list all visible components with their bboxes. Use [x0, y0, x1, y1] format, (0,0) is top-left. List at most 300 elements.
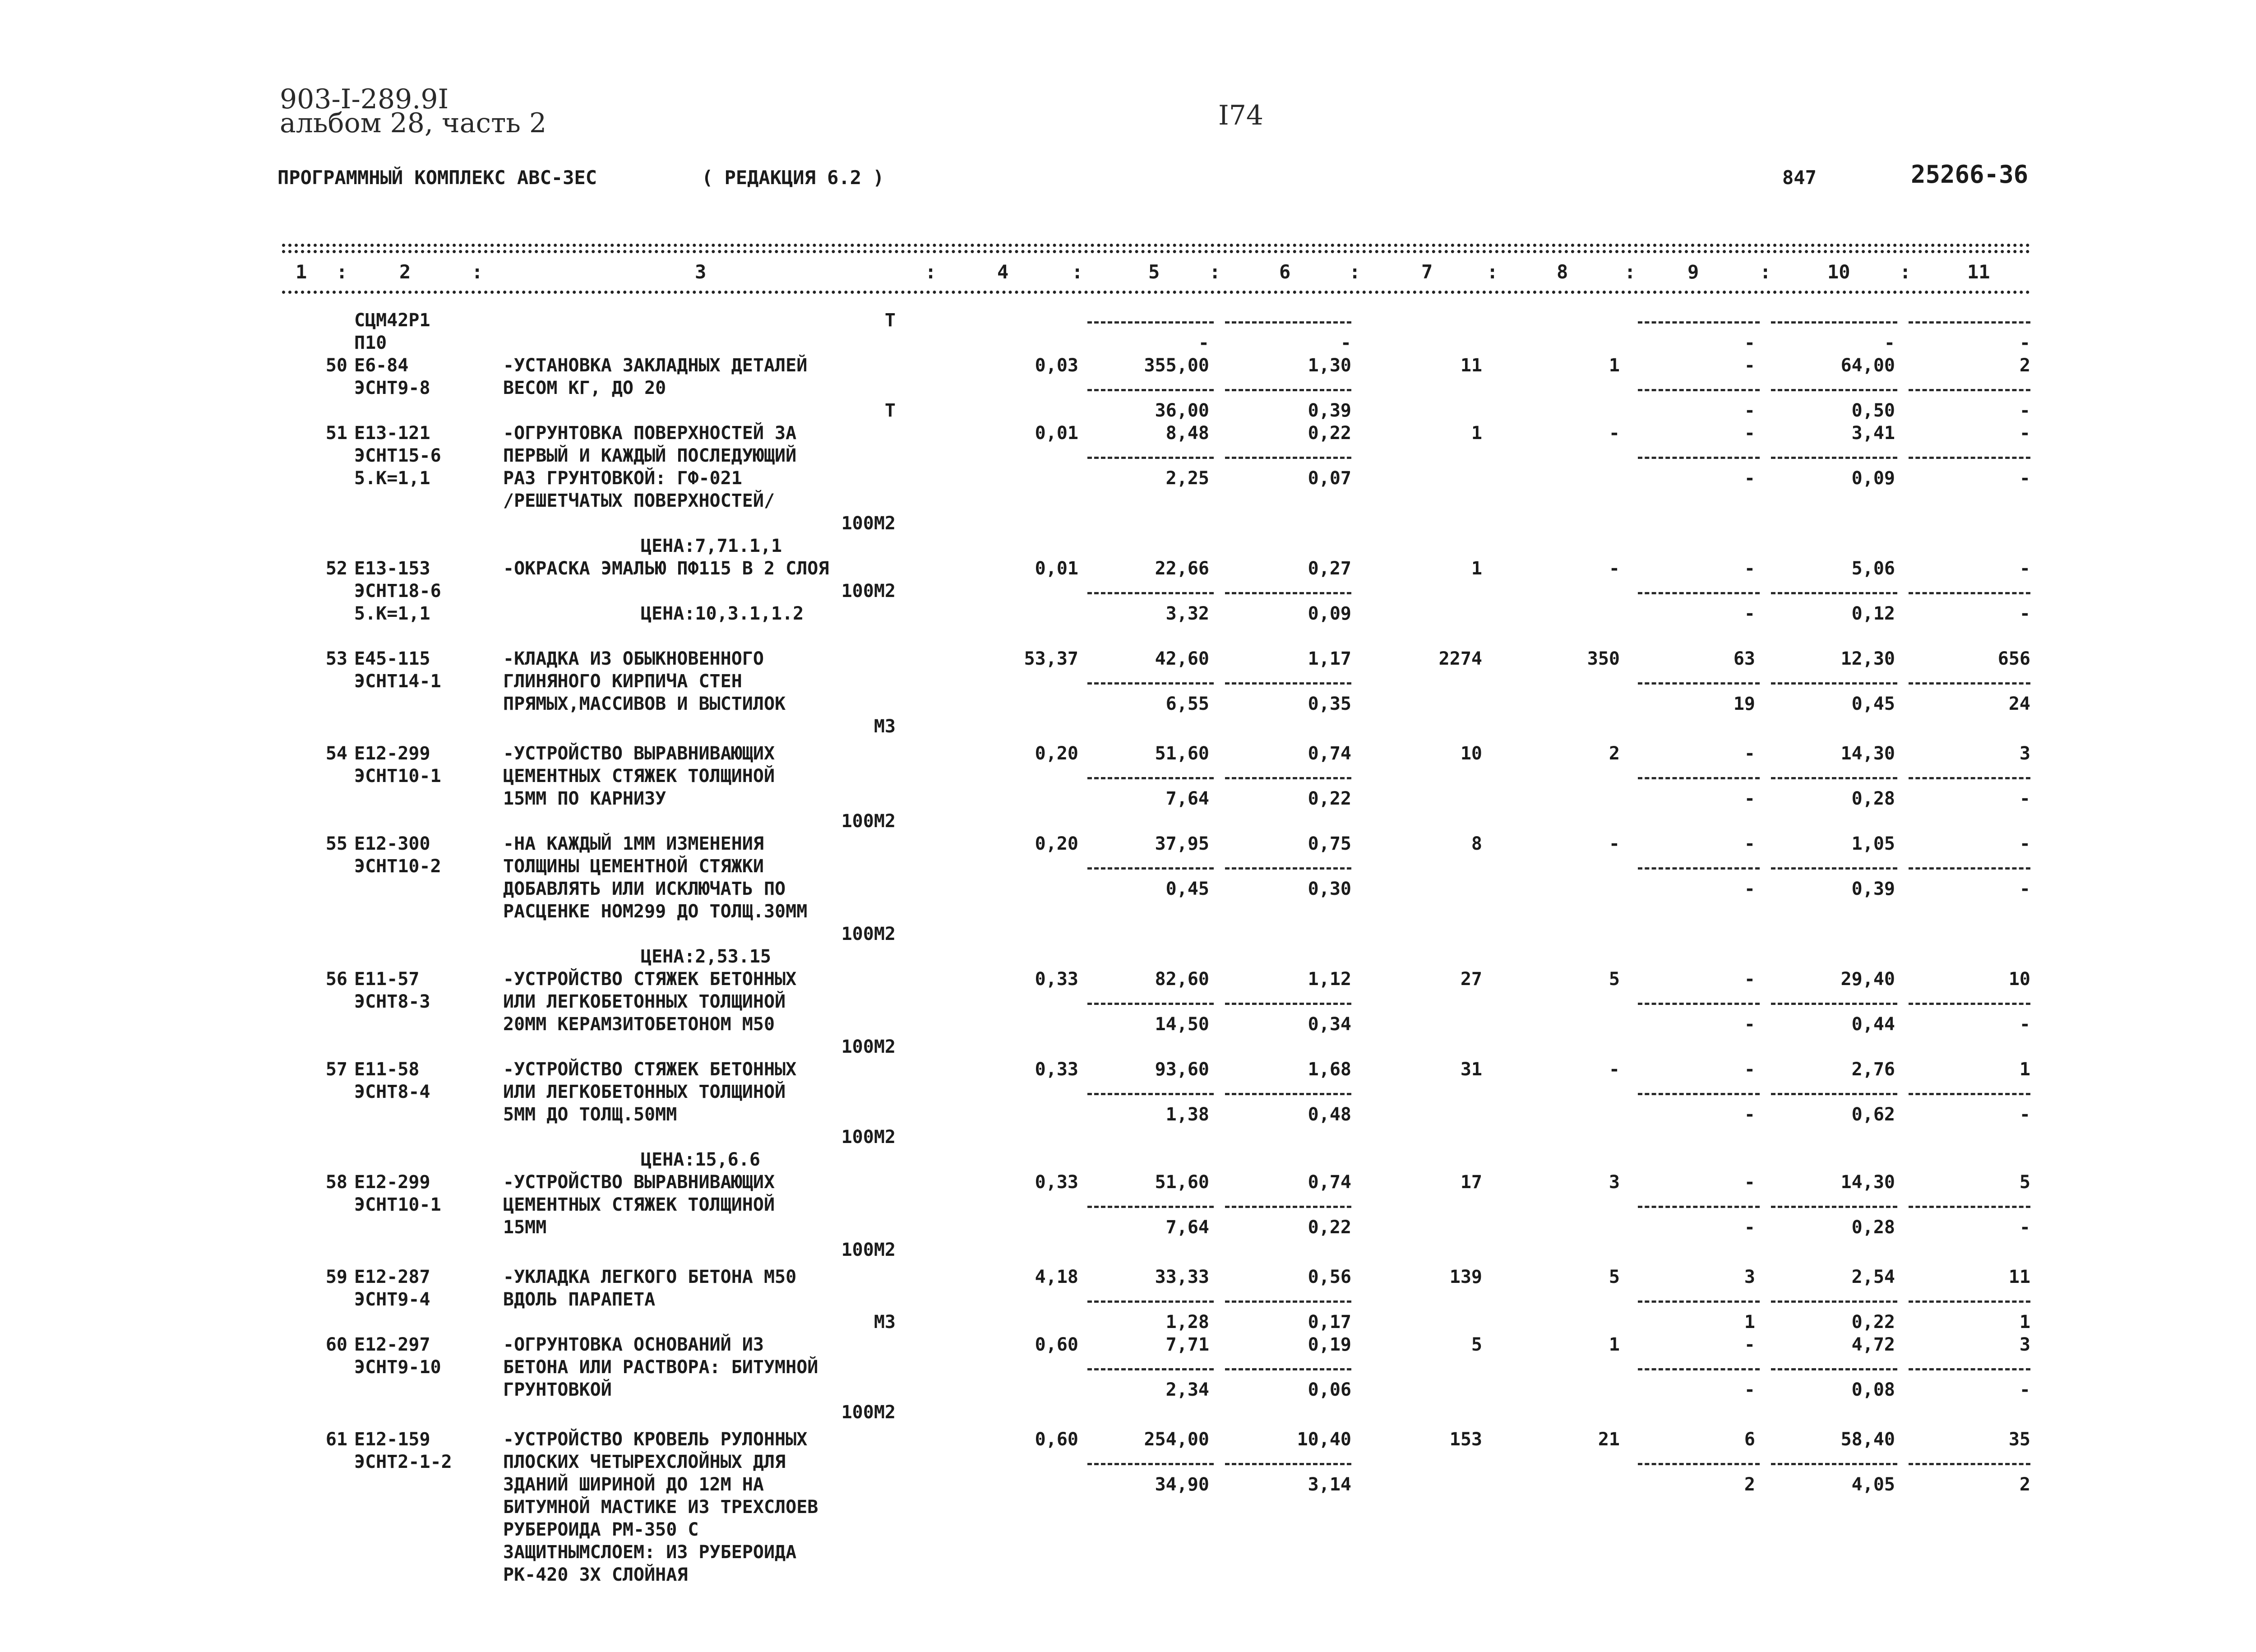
dash-divider: [1638, 1093, 1760, 1095]
work-description: ЦЕМЕНТНЫХ СТЯЖЕК ТОЛЩИНОЙ: [503, 1194, 775, 1215]
unit-labor-mech: 3,14: [1308, 1474, 1351, 1495]
machine-wage: -: [1744, 400, 1755, 421]
total-wage: -: [1609, 558, 1620, 579]
total-labor: 35: [2008, 1429, 2030, 1450]
total-labor: 2: [2019, 355, 2030, 376]
machine-wage: -: [1744, 788, 1755, 809]
dash-divider: [1909, 1003, 2030, 1005]
dash-divider: [1638, 457, 1760, 459]
dash-divider: [1087, 1093, 1214, 1095]
work-description: 5ММ ДО ТОЛЩ.50ММ: [503, 1104, 677, 1125]
dash-divider: [1225, 777, 1351, 779]
dash-divider: [1771, 1368, 1897, 1370]
dash-divider: [1638, 1463, 1760, 1465]
row-number: 60: [325, 1334, 347, 1355]
labor-hours: 14,30: [1840, 743, 1895, 764]
work-description: БИТУМНОЙ МАСТИКЕ ИЗ ТРЕХСЛОЕВ: [503, 1497, 818, 1518]
total-cost: 10: [1460, 743, 1482, 764]
quantity: 0,01: [1035, 423, 1078, 444]
quantity: 0,03: [1035, 355, 1078, 376]
total-labor-mech: -: [2019, 1217, 2030, 1238]
total-labor: 3: [2019, 1334, 2030, 1355]
machine-wage: -: [1744, 603, 1755, 624]
unit-labor-mech: 0,30: [1308, 879, 1351, 899]
dash-divider: [1909, 682, 2030, 685]
labor-hours-mech: 0,44: [1851, 1014, 1895, 1035]
price-note: ЦЕНА:10,3.1,1.2: [641, 603, 804, 624]
work-description: -КЛАДКА ИЗ ОБЫКНОВЕННОГО: [503, 648, 764, 669]
dash-divider: [1087, 389, 1214, 391]
work-description: ПЕРВЫЙ И КАЖДЫЙ ПОСЛЕДУЮЩИЙ: [503, 445, 797, 466]
dash-divider: [1225, 1206, 1351, 1208]
work-description: ЗДАНИЙ ШИРИНОЙ ДО 12М НА: [503, 1474, 764, 1495]
dash-divider: [1771, 1463, 1897, 1465]
unit-labor: 0,75: [1308, 833, 1351, 854]
dash-divider: [1087, 682, 1214, 685]
unit-cost: -: [1198, 333, 1209, 353]
total-labor: -: [2019, 333, 2030, 353]
dash-divider: [1225, 1300, 1351, 1303]
column-number: 10: [1827, 261, 1850, 283]
dash-divider: [1225, 867, 1351, 870]
column-number: 6: [1279, 261, 1291, 283]
dash-divider: [1087, 592, 1214, 594]
labor-hours: 1,05: [1851, 833, 1895, 854]
labor-hours: 3,41: [1851, 423, 1895, 444]
unit-cost: 7,71: [1165, 1334, 1209, 1355]
labor-hours-mech: 4,05: [1851, 1474, 1895, 1495]
total-labor: -: [2019, 423, 2030, 444]
dash-divider: [1638, 867, 1760, 870]
work-description: -УСТАНОВКА ЗАКЛАДНЫХ ДЕТАЛЕЙ: [503, 355, 808, 376]
total-labor-mech: 1: [2019, 1312, 2030, 1333]
dash-divider: [1909, 389, 2030, 391]
total-wage: -: [1609, 1059, 1620, 1080]
norm-reference: ЭСНТ15-6: [354, 445, 441, 466]
dash-divider: [1638, 777, 1760, 779]
dash-divider: [1225, 457, 1351, 459]
unit-cost-wage: 6,55: [1165, 694, 1209, 714]
dash-divider: [1638, 389, 1760, 391]
unit-of-measure: М3: [874, 1312, 896, 1333]
work-description: -УСТРОЙСТВО ВЫРАВНИВАЮЩИХ: [503, 743, 775, 764]
row-number: 57: [325, 1059, 347, 1080]
unit-cost: 8,48: [1165, 423, 1209, 444]
unit-labor: 0,74: [1308, 743, 1351, 764]
dash-divider: [1087, 1003, 1214, 1005]
price-note: ЦЕНА:15,6.6: [641, 1149, 760, 1170]
work-description: /РЕШЕТЧАТЫХ ПОВЕРХНОСТЕЙ/: [503, 491, 775, 511]
column-number: 7: [1421, 261, 1433, 283]
unit-labor: 1,30: [1308, 355, 1351, 376]
unit-of-measure: М3: [874, 716, 896, 737]
column-separator: :: [1072, 261, 1083, 283]
column-number: 2: [399, 261, 411, 283]
dash-divider: [1638, 682, 1760, 685]
norm-reference: ЭСНТ8-4: [354, 1082, 430, 1102]
unit-of-measure: 100М2: [841, 811, 896, 832]
quantity: 0,33: [1035, 1059, 1078, 1080]
total-cost: 17: [1460, 1172, 1482, 1193]
unit-labor: 0,19: [1308, 1334, 1351, 1355]
dash-divider: [1638, 592, 1760, 594]
dash-divider: [1771, 1003, 1897, 1005]
total-cost: 8: [1471, 833, 1482, 854]
total-cost: 153: [1449, 1429, 1482, 1450]
machine-cost: -: [1744, 423, 1755, 444]
unit-labor-mech: 0,17: [1308, 1312, 1351, 1333]
machine-wage: -: [1744, 1217, 1755, 1238]
dash-divider: [1909, 457, 2030, 459]
edition-label: ( РЕДАКЦИЯ 6.2 ): [702, 167, 884, 189]
total-labor-mech: 2: [2019, 1474, 2030, 1495]
coefficient: 5.К=1,1: [354, 603, 430, 624]
quantity: 53,37: [1024, 648, 1078, 669]
work-description: ЗАЩИТНЫМСЛОЕМ: ИЗ РУБЕРОИДА: [503, 1542, 797, 1563]
unit-labor: -: [1340, 333, 1351, 353]
dash-divider: [1771, 1206, 1897, 1208]
total-cost: 5: [1471, 1334, 1482, 1355]
total-wage: 350: [1587, 648, 1620, 669]
column-separator: :: [1900, 261, 1911, 283]
unit-labor-mech: 0,35: [1308, 694, 1351, 714]
work-description: БЕТОНА ИЛИ РАСТВОРА: БИТУМНОЙ: [503, 1357, 818, 1378]
machine-cost: -: [1744, 355, 1755, 376]
unit-of-measure: 100М2: [841, 1127, 896, 1148]
norm-code: Е12-297: [354, 1334, 430, 1355]
norm-code: Е12-159: [354, 1429, 430, 1450]
dash-divider: [1909, 1206, 2030, 1208]
total-labor: 656: [1997, 648, 2030, 669]
dash-divider: [1087, 1463, 1214, 1465]
column-number: 11: [1967, 261, 1990, 283]
unit-of-measure: 100М2: [841, 1037, 896, 1057]
unit-cost: 93,60: [1155, 1059, 1209, 1080]
album-label: альбом 28, часть 2: [280, 107, 547, 139]
labor-hours-mech: 0,08: [1851, 1379, 1895, 1400]
unit-cost-wage: 7,64: [1165, 788, 1209, 809]
machine-wage: 1: [1744, 1312, 1755, 1333]
unit-cost: 42,60: [1155, 648, 1209, 669]
machine-cost: -: [1744, 1334, 1755, 1355]
norm-code: Е6-84: [354, 355, 409, 376]
work-description: -ОГРУНТОВКА ПОВЕРХНОСТЕЙ ЗА: [503, 423, 797, 444]
unit-labor-mech: 0,39: [1308, 400, 1351, 421]
dash-divider: [1225, 389, 1351, 391]
dash-divider: [1909, 592, 2030, 594]
machine-cost: -: [1744, 1172, 1755, 1193]
norm-code: Е12-287: [354, 1267, 430, 1287]
unit-labor: 1,17: [1308, 648, 1351, 669]
work-description: ТОЛЩИНЫ ЦЕМЕНТНОЙ СТЯЖКИ: [503, 856, 764, 877]
dash-divider: [1909, 1368, 2030, 1370]
labor-hours: 4,72: [1851, 1334, 1895, 1355]
unit-labor: 0,74: [1308, 1172, 1351, 1193]
dash-divider: [1771, 777, 1897, 779]
norm-code: Е13-121: [354, 423, 430, 444]
unit-labor-mech: 0,06: [1308, 1379, 1351, 1400]
column-number: 3: [695, 261, 707, 283]
machine-cost: 3: [1744, 1267, 1755, 1287]
total-labor-mech: -: [2019, 1104, 2030, 1125]
total-cost: 27: [1460, 969, 1482, 990]
labor-hours: -: [1884, 333, 1895, 353]
total-labor-mech: -: [2019, 1379, 2030, 1400]
total-wage: -: [1609, 833, 1620, 854]
unit-cost: 51,60: [1155, 1172, 1209, 1193]
quantity: 0,20: [1035, 833, 1078, 854]
unit-cost: 254,00: [1144, 1429, 1209, 1450]
labor-hours: 64,00: [1840, 355, 1895, 376]
column-separator: :: [1624, 261, 1636, 283]
total-wage: 1: [1609, 355, 1620, 376]
total-labor: 10: [2008, 969, 2030, 990]
labor-hours: 5,06: [1851, 558, 1895, 579]
unit-of-measure: 100М2: [841, 581, 896, 602]
work-description: -УКЛАДКА ЛЕГКОГО БЕТОНА М50: [503, 1267, 797, 1287]
dash-divider: [1771, 682, 1897, 685]
unit-of-measure: Т: [884, 400, 896, 421]
dash-divider: [1909, 1463, 2030, 1465]
labor-hours-mech: 0,22: [1851, 1312, 1895, 1333]
work-description: ГРУНТОВКОЙ: [503, 1379, 612, 1400]
work-description: -УСТРОЙСТВО КРОВЕЛЬ РУЛОННЫХ: [503, 1429, 808, 1450]
dash-divider: [1638, 321, 1760, 324]
quantity: 4,18: [1035, 1267, 1078, 1287]
work-description: ВДОЛЬ ПАРАПЕТА: [503, 1289, 656, 1310]
column-number: 9: [1687, 261, 1699, 283]
price-note: ЦЕНА:7,71.1,1: [641, 536, 782, 556]
dash-divider: [1087, 777, 1214, 779]
unit-labor-mech: 0,22: [1308, 788, 1351, 809]
row-number: 54: [325, 743, 347, 764]
labor-hours: 14,30: [1840, 1172, 1895, 1193]
norm-code: Е12-300: [354, 833, 430, 854]
dash-divider: [1909, 1300, 2030, 1303]
dash-divider: [1638, 1206, 1760, 1208]
labor-hours-mech: 0,45: [1851, 694, 1895, 714]
unit-of-measure: 100М2: [841, 1240, 896, 1260]
labor-hours-mech: 0,28: [1851, 1217, 1895, 1238]
sheet-number: 847: [1782, 167, 1817, 189]
unit-cost: 51,60: [1155, 743, 1209, 764]
dash-divider: [1638, 1003, 1760, 1005]
row-number: 55: [325, 833, 347, 854]
norm-reference: ЭСНТ9-10: [354, 1357, 441, 1378]
dash-divider: [1225, 1463, 1351, 1465]
machine-wage: -: [1744, 1379, 1755, 1400]
labor-hours: 12,30: [1840, 648, 1895, 669]
unit-labor-mech: 0,09: [1308, 603, 1351, 624]
machine-cost: -: [1744, 743, 1755, 764]
dash-divider: [1909, 1093, 2030, 1095]
work-description: ПЛОСКИХ ЧЕТЫРЕХСЛОЙНЫХ ДЛЯ: [503, 1452, 786, 1472]
column-separator: :: [1349, 261, 1361, 283]
norm-reference: ЭСНТ8-3: [354, 991, 430, 1012]
total-cost: 1: [1471, 423, 1482, 444]
labor-hours-mech: 0,62: [1851, 1104, 1895, 1125]
unit-labor-mech: 0,34: [1308, 1014, 1351, 1035]
work-description: -УСТРОЙСТВО СТЯЖЕК БЕТОННЫХ: [503, 1059, 797, 1080]
work-description: ЦЕМЕНТНЫХ СТЯЖЕК ТОЛЩИНОЙ: [503, 766, 775, 787]
unit-of-measure: Т: [884, 310, 896, 331]
column-number: 5: [1148, 261, 1160, 283]
dash-divider: [1225, 321, 1351, 324]
unit-labor: 0,22: [1308, 423, 1351, 444]
page-number: I74: [1218, 100, 1264, 131]
dash-divider: [1771, 592, 1897, 594]
dash-divider: [1771, 1093, 1897, 1095]
total-labor-mech: -: [2019, 468, 2030, 489]
unit-cost-wage: 7,64: [1165, 1217, 1209, 1238]
norm-code: СЦМ42Р1: [354, 310, 430, 331]
norm-reference: ЭСНТ14-1: [354, 671, 441, 692]
dash-divider: [1087, 1206, 1214, 1208]
total-labor: -: [2019, 558, 2030, 579]
total-labor: 1: [2019, 1059, 2030, 1080]
total-labor-mech: -: [2019, 788, 2030, 809]
row-number: 53: [325, 648, 347, 669]
dash-divider: [1087, 321, 1214, 324]
total-wage: 1: [1609, 1334, 1620, 1355]
machine-cost: -: [1744, 833, 1755, 854]
unit-cost: 33,33: [1155, 1267, 1209, 1287]
machine-cost: -: [1744, 333, 1755, 353]
dash-divider: [1087, 867, 1214, 870]
work-description: ПРЯМЫХ,МАССИВОВ И ВЫСТИЛОК: [503, 694, 786, 714]
quantity: 0,33: [1035, 1172, 1078, 1193]
work-description: -НА КАЖДЫЙ 1ММ ИЗМЕНЕНИЯ: [503, 833, 764, 854]
dash-divider: [1771, 389, 1897, 391]
dash-divider: [1087, 1300, 1214, 1303]
dash-divider: [1771, 1300, 1897, 1303]
unit-cost: 82,60: [1155, 969, 1209, 990]
labor-hours: 2,76: [1851, 1059, 1895, 1080]
norm-code: Е11-58: [354, 1059, 420, 1080]
work-description: ГЛИНЯНОГО КИРПИЧА СТЕН: [503, 671, 742, 692]
quantity: 0,60: [1035, 1429, 1078, 1450]
work-description: 15ММ ПО КАРНИЗУ: [503, 788, 666, 809]
dash-divider: [1087, 457, 1214, 459]
unit-labor-mech: 0,07: [1308, 468, 1351, 489]
unit-labor-mech: 0,48: [1308, 1104, 1351, 1125]
unit-labor: 10,40: [1297, 1429, 1351, 1450]
unit-cost-wage: 2,25: [1165, 468, 1209, 489]
column-separator: :: [336, 261, 348, 283]
machine-cost: 63: [1733, 648, 1755, 669]
unit-cost-wage: 3,32: [1165, 603, 1209, 624]
labor-hours-mech: 0,50: [1851, 400, 1895, 421]
dash-divider: [1225, 1093, 1351, 1095]
total-cost: 1: [1471, 558, 1482, 579]
unit-of-measure: 100М2: [841, 924, 896, 944]
quantity: 0,60: [1035, 1334, 1078, 1355]
dash-divider: [1638, 1300, 1760, 1303]
work-description: ВЕСОМ КГ, ДО 20: [503, 378, 666, 398]
column-separator: :: [925, 261, 937, 283]
row-number: 58: [325, 1172, 347, 1193]
work-description: 15ММ: [503, 1217, 547, 1238]
machine-wage: 2: [1744, 1474, 1755, 1495]
work-description: РАЗ ГРУНТОВКОЙ: ГФ-021: [503, 468, 742, 489]
total-labor: 11: [2008, 1267, 2030, 1287]
total-wage: 5: [1609, 969, 1620, 990]
dash-divider: [1909, 867, 2030, 870]
work-description: -УСТРОЙСТВО ВЫРАВНИВАЮЩИХ: [503, 1172, 775, 1193]
unit-cost: 37,95: [1155, 833, 1209, 854]
unit-cost-wage: 1,28: [1165, 1312, 1209, 1333]
dash-divider: [1638, 1368, 1760, 1370]
labor-hours: 29,40: [1840, 969, 1895, 990]
document-code: 903-I-289.9I: [280, 83, 449, 115]
row-number: 50: [325, 355, 347, 376]
machine-cost: 6: [1744, 1429, 1755, 1450]
dash-divider: [1909, 777, 2030, 779]
norm-reference: ЭСНТ9-8: [354, 378, 430, 398]
unit-labor: 0,27: [1308, 558, 1351, 579]
row-number: 52: [325, 558, 347, 579]
unit-labor: 1,68: [1308, 1059, 1351, 1080]
total-labor-mech: -: [2019, 879, 2030, 899]
total-labor-mech: 24: [2008, 694, 2030, 714]
total-wage: 3: [1609, 1172, 1620, 1193]
total-wage: 21: [1598, 1429, 1620, 1450]
machine-wage: -: [1744, 468, 1755, 489]
total-labor: 3: [2019, 743, 2030, 764]
unit-cost: 355,00: [1144, 355, 1209, 376]
labor-hours: 2,54: [1851, 1267, 1895, 1287]
total-labor: -: [2019, 833, 2030, 854]
dash-divider: [1771, 457, 1897, 459]
norm-code: Е13-153: [354, 558, 430, 579]
row-number: 56: [325, 969, 347, 990]
machine-cost: -: [1744, 969, 1755, 990]
unit-cost-wage: 1,38: [1165, 1104, 1209, 1125]
unit-of-measure: 100М2: [841, 513, 896, 534]
total-cost: 11: [1460, 355, 1482, 376]
total-labor-mech: -: [2019, 1014, 2030, 1035]
work-description: РАСЦЕНКЕ НОМ299 ДО ТОЛЩ.30ММ: [503, 901, 808, 922]
machine-wage: -: [1744, 879, 1755, 899]
work-description: -ОКРАСКА ЭМАЛЬЮ ПФ115 В 2 СЛОЯ: [503, 558, 829, 579]
column-separator: :: [1760, 261, 1771, 283]
column-separator: :: [1209, 261, 1221, 283]
norm-code: Е12-299: [354, 1172, 430, 1193]
price-note: ЦЕНА:2,53.15: [641, 946, 771, 967]
quantity: 0,33: [1035, 969, 1078, 990]
coefficient: 5.К=1,1: [354, 468, 430, 489]
unit-cost-wage: 2,34: [1165, 1379, 1209, 1400]
column-number: 1: [296, 261, 307, 283]
norm-reference: ЭСНТ10-1: [354, 766, 441, 787]
work-description: -УСТРОЙСТВО СТЯЖЕК БЕТОННЫХ: [503, 969, 797, 990]
unit-labor: 0,56: [1308, 1267, 1351, 1287]
unit-cost-wage: 14,50: [1155, 1014, 1209, 1035]
norm-reference: ЭСНТ10-2: [354, 856, 441, 877]
labor-hours-mech: 0,09: [1851, 468, 1895, 489]
total-labor-mech: -: [2019, 400, 2030, 421]
norm-reference: ЭСНТ9-4: [354, 1289, 430, 1310]
work-description: ДОБАВЛЯТЬ ИЛИ ИСКЛЮЧАТЬ ПО: [503, 879, 786, 899]
unit-cost-wage: 34,90: [1155, 1474, 1209, 1495]
quantity: 0,01: [1035, 558, 1078, 579]
machine-cost: -: [1744, 558, 1755, 579]
total-cost: 2274: [1438, 648, 1482, 669]
column-separator: :: [1487, 261, 1498, 283]
unit-cost-wage: 36,00: [1155, 400, 1209, 421]
dash-divider: [1225, 682, 1351, 685]
norm-code: Е12-299: [354, 743, 430, 764]
